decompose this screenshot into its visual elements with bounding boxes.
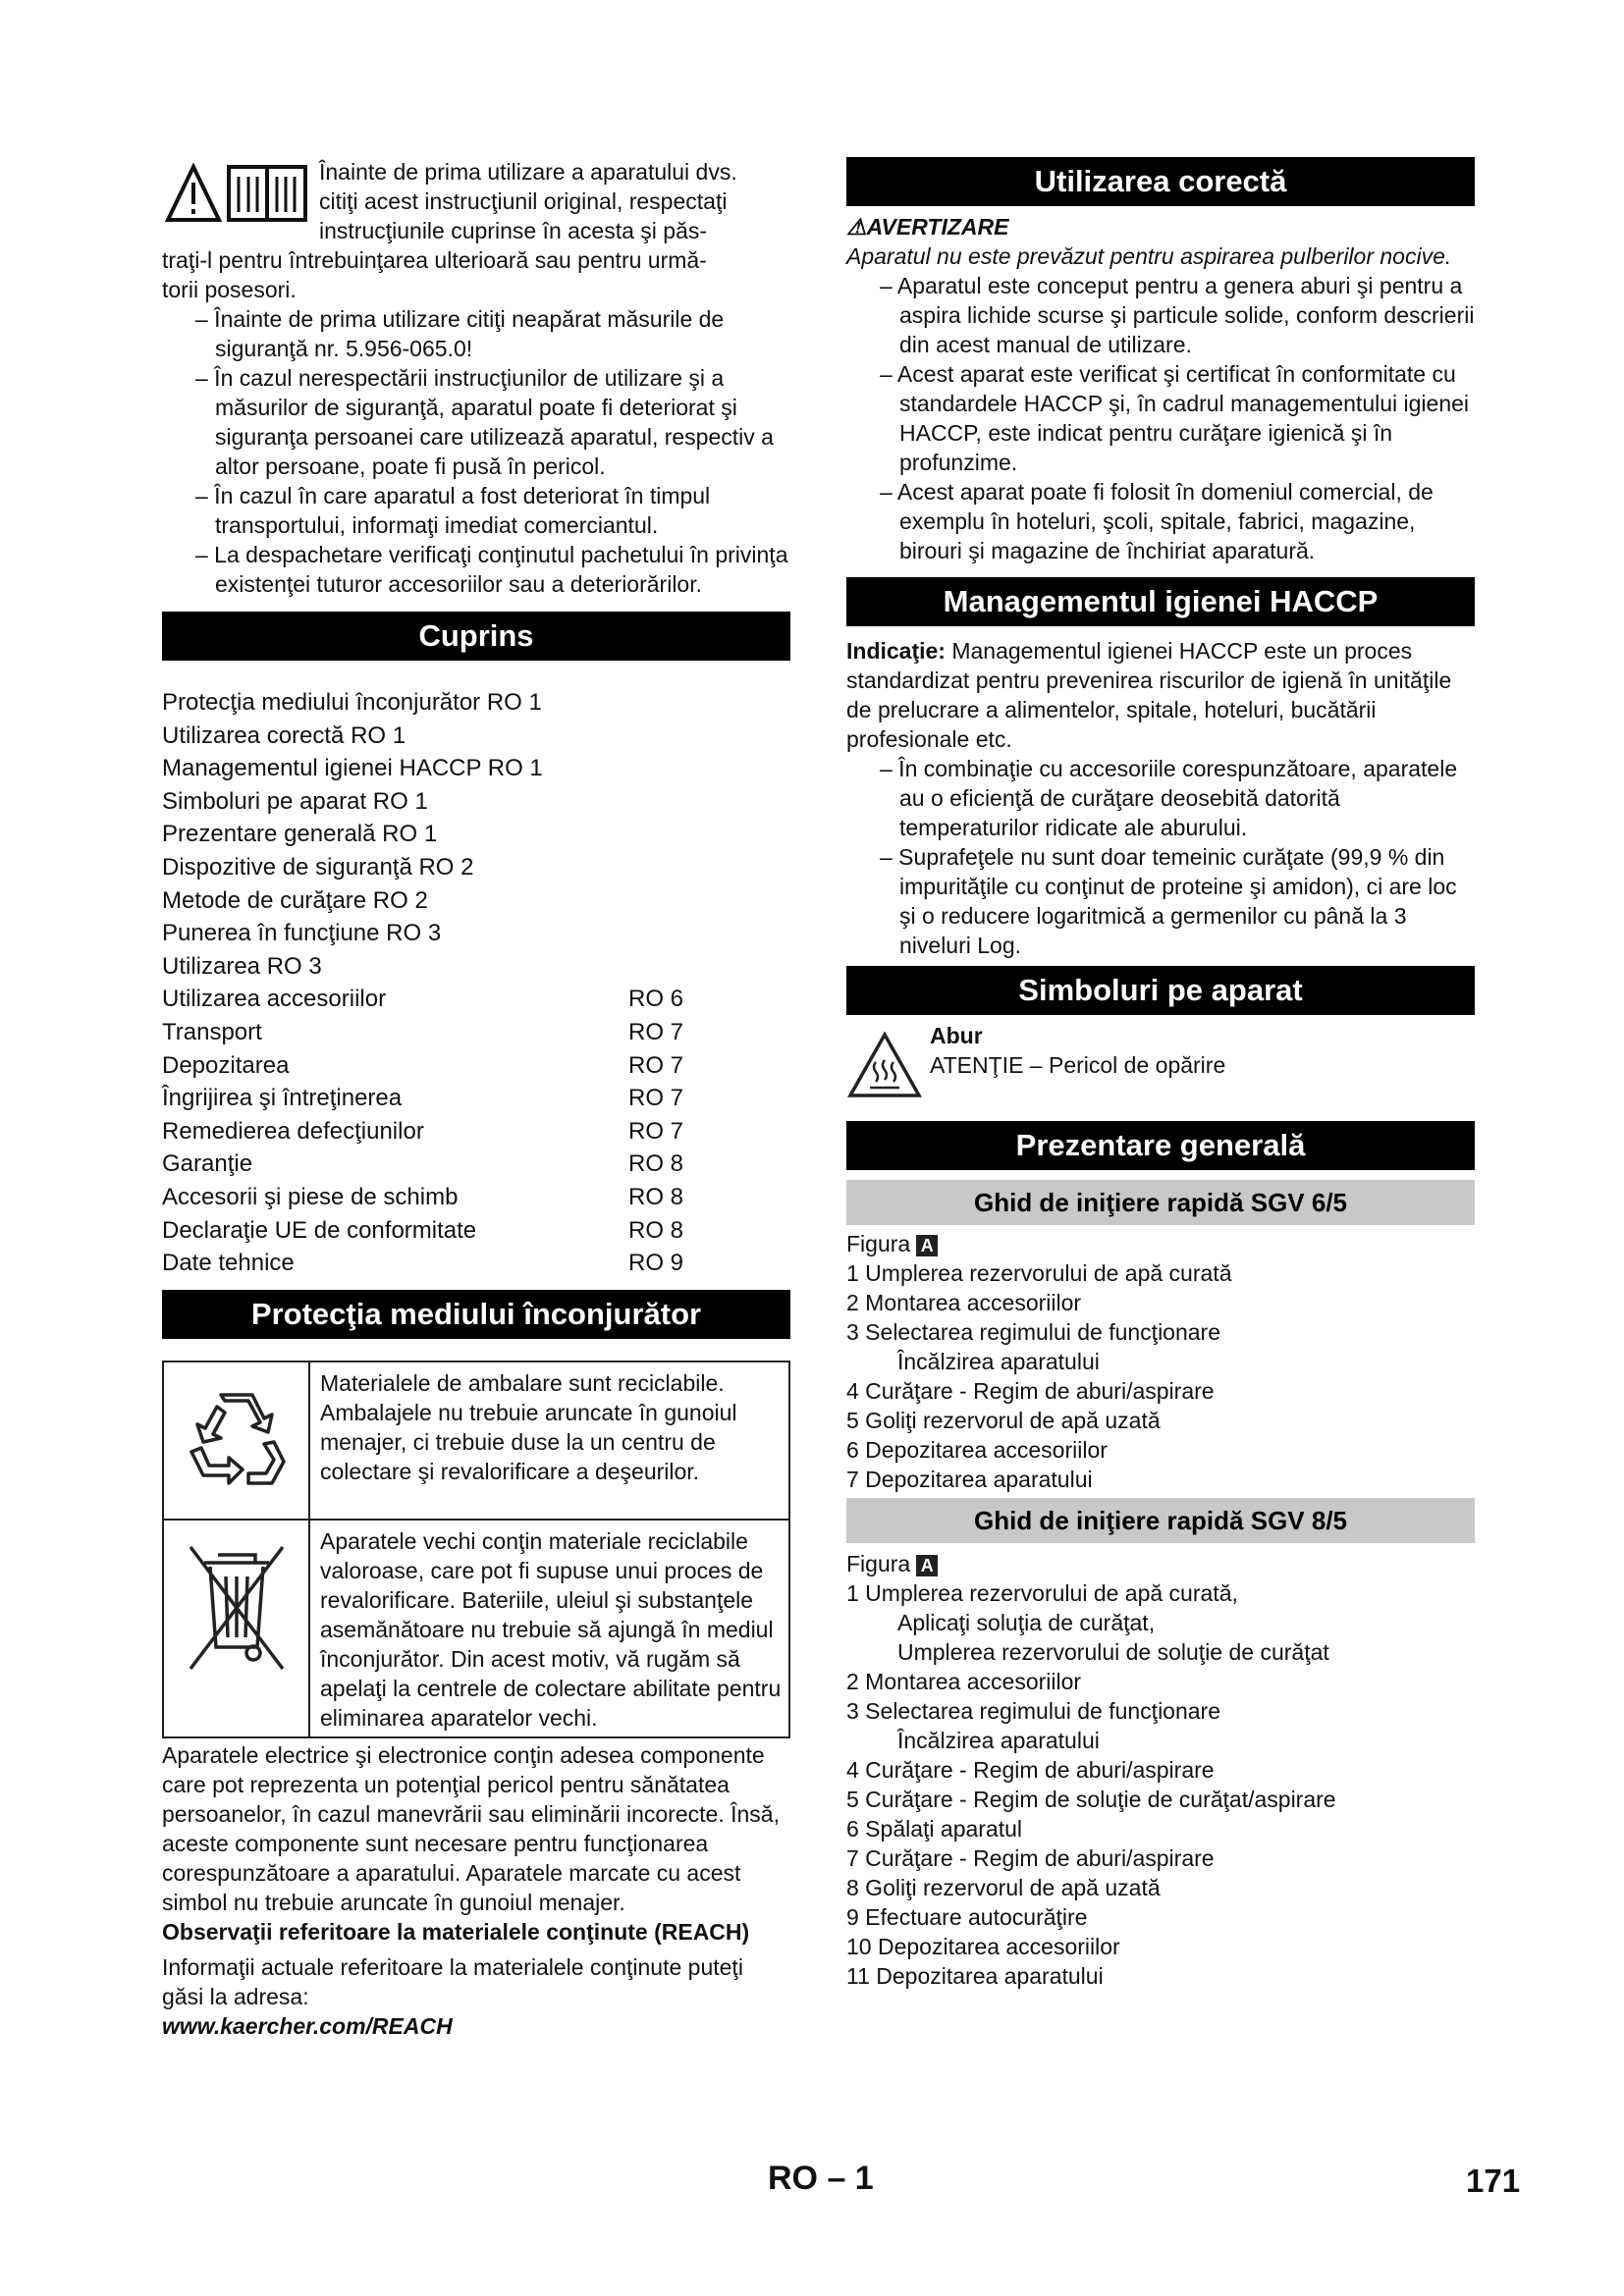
toc-label: Remedierea defecţiunilor: [162, 1117, 424, 1145]
intro-lead-line: citiţi acest instrucţiunil original, respectaţi: [319, 188, 728, 214]
toc-page: RO 7: [628, 1085, 684, 1112]
usage-item: – Acest aparat este verificat şi certificat în conformitate cu standardele HACCP şi, în cadrul managementului igienei HACCP, este indicat pentru curăţare igienică şi în profunzime.: [880, 361, 1470, 475]
environment-heading: Protecţia mediului înconjurător: [162, 1290, 790, 1339]
guide1-step: 3 Selectarea regimului de funcţionare: [846, 1319, 1221, 1345]
intro-rest-line: traţi-l pentru întrebuinţarea ulterioară sau pentru urmă-: [162, 247, 707, 273]
guide1-step: 4 Curăţare - Regim de aburi/aspirare: [846, 1378, 1215, 1404]
toc-label: Depozitarea: [162, 1051, 290, 1079]
toc-row[interactable]: [162, 752, 790, 785]
toc-label: Dispozitive de siguranţă RO 2: [162, 853, 474, 881]
crossed-bin-icon: [183, 1539, 291, 1677]
toc-label: Utilizarea RO 3: [162, 952, 322, 980]
intro-rest-line: torii posesori.: [162, 277, 297, 302]
haccp-note-label: Indicaţie:: [846, 638, 946, 664]
recycle-icon-cell: [163, 1362, 309, 1520]
usage-item: – Acest aparat poate fi folosit în domeniul comercial, de exemplu în hoteluri, şcoli, spitale, fabrici, magazine, birouri şi magazine de închiriat aparatură.: [880, 479, 1434, 563]
guide2-step: Aplicaţi soluţia de curăţat,: [897, 1610, 1156, 1635]
steam-label: Abur: [930, 1023, 983, 1048]
symbols-heading: Simboluri pe aparat: [846, 966, 1475, 1015]
guide1-step: 1 Umplerea rezervorului de apă curată: [846, 1260, 1232, 1286]
steam-text: ATENŢIE – Pericol de opărire: [930, 1052, 1226, 1078]
guide2-step: Încălzirea aparatului: [897, 1728, 1100, 1753]
toc-row[interactable]: [162, 884, 790, 918]
warning-manual-icon: [164, 163, 311, 224]
guide2-step: 5 Curăţare - Regim de soluţie de curăţat/aspirare: [846, 1787, 1336, 1812]
toc-label: Utilizarea accesoriilor: [162, 986, 387, 1013]
guide2-step: 8 Goliţi rezervorul de apă uzată: [846, 1875, 1161, 1900]
warning-label: AVERTIZARE: [866, 214, 1009, 240]
toc-label: Protecţia mediului înconjurător RO 1: [162, 689, 542, 716]
guide1-step: 6 Depozitarea accesoriilor: [846, 1437, 1108, 1463]
intro-item: – Înainte de prima utilizare citiţi neapărat măsurile de siguranţă nr. 5.956-065.0!: [195, 306, 725, 361]
guide2-step: 9 Efectuare autocurăţire: [846, 1904, 1088, 1930]
toc-page: RO 7: [628, 1117, 684, 1145]
toc-label: Accesorii şi piese de schimb: [162, 1183, 459, 1210]
toc-row[interactable]: [162, 1148, 790, 1181]
toc-label: Îngrijirea şi întreţinerea: [162, 1085, 403, 1112]
toc-label: Simboluri pe aparat RO 1: [162, 787, 428, 815]
guide1-figure-label: Figura: [846, 1231, 911, 1256]
intro-lead-line: instrucţiunile cuprinse în acesta şi păs-: [319, 218, 708, 243]
toc-page: RO 7: [628, 1051, 684, 1079]
left-column: [162, 157, 790, 2041]
reach-heading: Observaţii referitoare la materialele conţinute (REACH): [162, 1918, 750, 1945]
toc-row[interactable]: [162, 1049, 790, 1083]
haccp-note-text: Managementul igienei HACCP este un proces standardizat pentru prevenirea riscurilor de igienă în unităţile de prelucrare a alimentelor, spitale, hoteluri, bucătării profesionale etc.: [846, 638, 1452, 752]
guide2-step: 6 Spălaţi aparatul: [846, 1816, 1023, 1842]
right-column: [846, 157, 1475, 1991]
warning-triangle-icon: ⚠: [846, 214, 867, 240]
toc-row[interactable]: [162, 1016, 790, 1049]
recycle-text: Materialele de ambalare sunt reciclabile. Ambalajele nu trebuie aruncate în gunoiul menajer, ci trebuie duse la un centru de colectare şi revalorificare a deşeurilor.: [309, 1362, 789, 1520]
toc-label: Managementul igienei HACCP RO 1: [162, 755, 543, 782]
steam-warning-icon: [846, 1031, 923, 1099]
toc-label: Utilizarea corectă RO 1: [162, 721, 406, 749]
bin-text: Aparatele vechi conţin materiale reciclabile valoroase, care pot fi supuse unui proces de revalorificare. Bateriile, uleiul şi substanţele asemănătoare nu trebuie să ajungă în mediul înconjurător. Din acest motiv, vă rugăm să apelaţi la centrele de colectare abilitate pentru eliminarea aparatelor vechi.: [309, 1520, 789, 1737]
toc-label: Prezentare generală RO 1: [162, 821, 438, 848]
guide2-step: 3 Selectarea regimului de funcţionare: [846, 1698, 1221, 1724]
guide1-step: 7 Depozitarea aparatului: [846, 1467, 1093, 1492]
toc-row[interactable]: [162, 1115, 790, 1148]
reach-text: Informaţii actuale referitoare la materialele conţinute puteţi găsi la adresa:: [162, 1953, 743, 2009]
haccp-item: – În combinaţie cu accesoriile corespunzătoare, aparatele au o eficienţă de curăţare deosebită datorită temperaturilor ridicate ale aburului.: [880, 756, 1458, 840]
toc-label: Declaraţie UE de conformitate: [162, 1216, 477, 1244]
guide2-step: 11 Depozitarea aparatului: [846, 1963, 1104, 1989]
toc-label: Transport: [162, 1018, 262, 1045]
intro-item: – În cazul nerespectării instrucţiunilor de utilizare şi a măsurilor de siguranţă, aparatul poate fi deteriorat şi siguranţa persoanei care utilizează aparatul, respectiv a altor persoane, poate fi pusă în pericol.: [195, 365, 774, 479]
guide2-step: 7 Curăţare - Regim de aburi/aspirare: [846, 1845, 1215, 1871]
reach-url[interactable]: www.kaercher.com/REACH: [162, 2012, 453, 2039]
toc-row[interactable]: [162, 686, 790, 720]
toc-heading: Cuprins: [162, 612, 790, 661]
crossed-bin-icon-cell: [163, 1520, 309, 1737]
toc-row[interactable]: [162, 818, 790, 851]
toc-label: Punerea în funcţiune RO 3: [162, 920, 442, 947]
toc-label: Garanţie: [162, 1150, 253, 1178]
toc-row[interactable]: [162, 950, 790, 984]
guide2-figure: [846, 1549, 1475, 1578]
toc-row[interactable]: [162, 1082, 790, 1115]
guide1-step: 2 Montarea accesoriilor: [846, 1290, 1082, 1315]
intro-section: [162, 157, 790, 599]
intro-lead-line: Înainte de prima utilizare a aparatului dvs.: [319, 159, 737, 185]
steam-symbol-row: [846, 1021, 1475, 1105]
guide2-step: 1 Umplerea rezervorului de apă curată,: [846, 1580, 1238, 1606]
toc-row[interactable]: [162, 785, 790, 819]
toc-label: Metode de curăţare RO 2: [162, 886, 428, 914]
toc-row[interactable]: [162, 720, 790, 753]
haccp-note: [846, 636, 1475, 754]
toc-list: [162, 686, 790, 1280]
guide1-step: Încălzirea aparatului: [897, 1349, 1100, 1374]
guide2-heading: Ghid de iniţiere rapidă SGV 8/5: [846, 1498, 1475, 1543]
guide2-step: 10 Depozitarea accesoriilor: [846, 1934, 1120, 1959]
recycle-icon: [178, 1383, 296, 1511]
toc-page: RO 9: [628, 1250, 684, 1277]
guide2-step: Umplerea rezervorului de soluţie de curăţat: [897, 1639, 1329, 1665]
toc-row[interactable]: [162, 851, 790, 884]
toc-row[interactable]: [162, 917, 790, 950]
haccp-heading: Managementul igienei HACCP: [846, 577, 1475, 626]
toc-row[interactable]: [162, 1181, 790, 1214]
toc-page: RO 8: [628, 1216, 684, 1244]
environment-table: [162, 1361, 790, 1738]
usage-heading: Utilizarea corectă: [846, 157, 1475, 206]
toc-row[interactable]: [162, 1214, 790, 1248]
toc-page: RO 6: [628, 986, 684, 1013]
toc-row[interactable]: [162, 1247, 790, 1280]
guide1-figure: [846, 1229, 1475, 1258]
figure-ref-icon: A: [916, 1555, 938, 1576]
section-footer: RO – 1: [768, 2160, 874, 2197]
guide2-step: 4 Curăţare - Regim de aburi/aspirare: [846, 1757, 1215, 1783]
warning-line: [846, 212, 1475, 241]
page-number: 171: [1466, 2163, 1521, 2199]
toc-row[interactable]: [162, 983, 790, 1016]
haccp-item: – Suprafeţele nu sunt doar temeinic curăţate (99,9 % din impurităţile cu conţinut de proteine şi amidon), ci are loc şi o reducere logaritmică a germenilor cu până la 3 niveluri Log.: [880, 844, 1457, 958]
guide1-step: 5 Goliţi rezervorul de apă uzată: [846, 1408, 1161, 1433]
intro-item: – La despachetare verificaţi conţinutul pachetului în privinţa existenţei tuturor accesoriilor sau a deteriorărilor.: [195, 542, 788, 597]
intro-item: – În cazul în care aparatul a fost deteriorat în timpul transportului, informaţi imediat comerciantul.: [195, 483, 711, 538]
warning-text: Aparatul nu este prevăzut pentru aspirarea pulberilor nocive.: [846, 243, 1452, 269]
toc-page: RO 8: [628, 1150, 684, 1178]
electrical-text: Aparatele electrice şi electronice conţin adesea componente care pot reprezenta un potenţial pericol pentru sănătatea persoanelor, în cazul manevrării sau eliminării incorecte. Însă, aceste componente sunt necesare pentru funcţionarea corespunzătoare a aparatului. Aparatele marcate cu acest simbol nu trebuie aruncate în gunoiul menajer.: [162, 1741, 780, 1915]
overview-heading: Prezentare generală: [846, 1121, 1475, 1170]
guide2-step: 2 Montarea accesoriilor: [846, 1669, 1082, 1694]
guide1-heading: Ghid de iniţiere rapidă SGV 6/5: [846, 1180, 1475, 1225]
toc-page: RO 8: [628, 1183, 684, 1210]
toc-page: RO 7: [628, 1018, 684, 1045]
figure-ref-icon: A: [916, 1235, 938, 1256]
usage-item: – Aparatul este conceput pentru a genera aburi şi pentru a aspira lichide scurse şi particule solide, conform descrierii din acest manual de utilizare.: [880, 273, 1475, 357]
toc-label: Date tehnice: [162, 1250, 295, 1277]
guide2-figure-label: Figura: [846, 1551, 911, 1576]
